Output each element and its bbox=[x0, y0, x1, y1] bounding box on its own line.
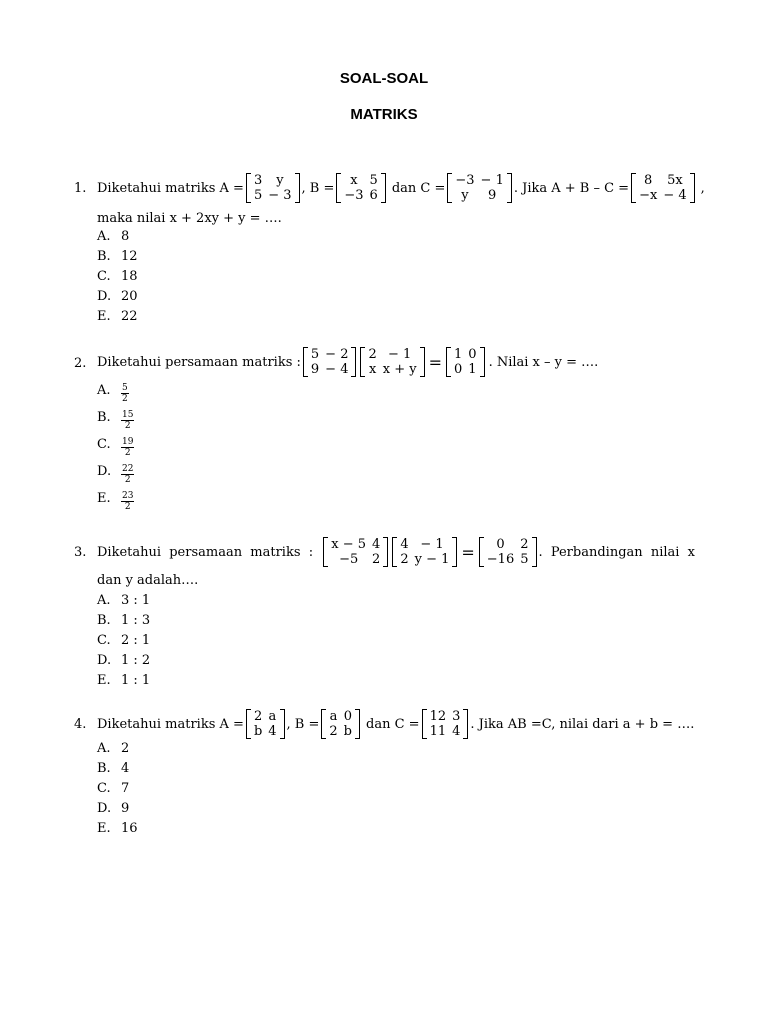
matrix-middle bbox=[392, 537, 457, 567]
option-letter: B. bbox=[97, 613, 111, 628]
question-text: Diketahui bbox=[97, 544, 162, 560]
matrix-left bbox=[303, 347, 357, 377]
option-text: 9 bbox=[121, 801, 130, 816]
page-title: SOAL-SOAL bbox=[339, 70, 429, 87]
option-letter: C. bbox=[97, 633, 111, 648]
bracket-right bbox=[690, 173, 695, 203]
question-text: . bbox=[538, 544, 543, 560]
numerator: 15 bbox=[122, 410, 134, 420]
answer-option bbox=[97, 383, 129, 404]
question-4-stem bbox=[97, 709, 694, 739]
question-number: 2. bbox=[74, 356, 87, 371]
fraction bbox=[121, 491, 134, 512]
answer-option bbox=[97, 633, 150, 648]
matrix-cell: 1 bbox=[454, 347, 463, 362]
option-letter: D. bbox=[97, 653, 112, 668]
matrix-cell: 2 bbox=[372, 552, 381, 567]
numerator: 5 bbox=[122, 383, 128, 393]
denominator: 2 bbox=[122, 394, 128, 404]
answer-option bbox=[97, 437, 134, 458]
question-text: . Jika AB =C, nilai dari a + b = …. bbox=[470, 716, 695, 732]
option-text: 2 bbox=[121, 741, 130, 756]
matrix-cell: b bbox=[343, 724, 352, 739]
matrix-cell: −3 bbox=[455, 173, 475, 188]
answer-option bbox=[97, 781, 129, 796]
equals-sign: = bbox=[428, 352, 442, 372]
question-text: persamaan bbox=[169, 544, 243, 560]
option-text: 3 : 1 bbox=[121, 593, 151, 608]
matrix-cell: − 1 bbox=[480, 173, 504, 188]
question-number: 3. bbox=[74, 545, 87, 560]
matrix-cell: 2 bbox=[253, 709, 263, 724]
option-text: 12 bbox=[121, 249, 138, 264]
matrix-cell: 1 bbox=[468, 362, 477, 377]
matrix-cell: 5 bbox=[369, 173, 378, 188]
option-letter: C. bbox=[97, 437, 111, 452]
option-letter: A. bbox=[97, 741, 111, 756]
matrix-cell: 2 bbox=[520, 537, 529, 552]
matrix-cell: 2 bbox=[329, 724, 338, 739]
numerator: 23 bbox=[122, 491, 134, 501]
option-letter: D. bbox=[97, 289, 112, 304]
matrix-cell: −5 bbox=[339, 552, 359, 567]
question-2-stem bbox=[97, 347, 598, 377]
answer-option bbox=[97, 613, 150, 628]
answer-option bbox=[97, 289, 138, 304]
option-text: 7 bbox=[121, 781, 130, 796]
question-text: maka nilai x + 2xy + y = …. bbox=[97, 211, 282, 226]
matrix-cell: 3 bbox=[253, 173, 263, 188]
matrix-cell: 0 bbox=[454, 362, 463, 377]
answer-option bbox=[97, 249, 138, 264]
option-letter: E. bbox=[97, 821, 111, 836]
question-1-stem bbox=[97, 173, 705, 203]
answer-option bbox=[97, 309, 138, 324]
denominator: 2 bbox=[124, 421, 131, 431]
matrix-cell: 6 bbox=[369, 188, 378, 203]
denominator: 2 bbox=[124, 502, 131, 512]
bracket-right bbox=[480, 347, 485, 377]
matrix-result bbox=[479, 537, 537, 567]
question-text: matriks bbox=[250, 544, 301, 560]
matrix-cell: 2 bbox=[400, 552, 409, 567]
option-letter: C. bbox=[97, 269, 111, 284]
bracket-right bbox=[532, 537, 537, 567]
option-text: 20 bbox=[121, 289, 138, 304]
option-text: 1 : 3 bbox=[121, 613, 151, 628]
matrix-cell: x − 5 bbox=[331, 537, 367, 552]
answer-option bbox=[97, 761, 129, 776]
option-text: 2 : 1 bbox=[121, 633, 151, 648]
matrix-cell: −16 bbox=[486, 552, 515, 567]
matrix-cell: b bbox=[253, 724, 263, 739]
question-text: Perbandingan bbox=[550, 544, 643, 560]
question-text: Diketahui matriks A = bbox=[97, 716, 244, 732]
matrix-cell: 4 bbox=[268, 724, 277, 739]
matrix-cell: − 1 bbox=[388, 347, 412, 362]
option-text: 8 bbox=[121, 229, 130, 244]
question-text: Diketahui matriks A = bbox=[97, 180, 244, 196]
matrix-a bbox=[246, 173, 300, 203]
option-letter: D. bbox=[97, 464, 112, 479]
matrix-cell: 11 bbox=[429, 724, 447, 739]
option-letter: D. bbox=[97, 801, 112, 816]
matrix-cell: − 2 bbox=[325, 347, 349, 362]
option-letter: C. bbox=[97, 781, 111, 796]
fraction bbox=[121, 410, 134, 431]
bracket-right bbox=[381, 173, 386, 203]
bracket-right bbox=[351, 347, 356, 377]
page-subtitle: MATRIKS bbox=[350, 106, 418, 123]
option-letter: E. bbox=[97, 491, 111, 506]
option-text: 4 bbox=[121, 761, 130, 776]
matrix-cell: − 4 bbox=[325, 362, 349, 377]
matrix-c bbox=[422, 709, 469, 739]
question-text: dan C = bbox=[391, 180, 446, 196]
option-letter: B. bbox=[97, 249, 111, 264]
answer-option bbox=[97, 653, 150, 668]
matrix-cell: 5 bbox=[520, 552, 529, 567]
bracket-right bbox=[383, 537, 388, 567]
denominator: 2 bbox=[124, 475, 131, 485]
question-number: 4. bbox=[74, 717, 87, 732]
matrix-a bbox=[246, 709, 285, 739]
question-text: , B = bbox=[301, 180, 335, 196]
bracket-right bbox=[452, 537, 457, 567]
matrix-cell: 0 bbox=[468, 347, 477, 362]
matrix-b bbox=[336, 173, 385, 203]
matrix-cell: x bbox=[368, 362, 377, 377]
answer-option bbox=[97, 229, 129, 244]
matrix-cell: 9 bbox=[310, 362, 320, 377]
matrix-cell: 5 bbox=[253, 188, 263, 203]
matrix-cell: − 1 bbox=[420, 537, 444, 552]
answer-option bbox=[97, 410, 134, 431]
bracket-right bbox=[280, 709, 285, 739]
question-text: : bbox=[308, 544, 314, 560]
matrix-cell: y bbox=[461, 188, 469, 203]
question-text: nilai bbox=[650, 544, 680, 560]
answer-option bbox=[97, 741, 129, 756]
fraction bbox=[121, 383, 129, 404]
option-letter: E. bbox=[97, 309, 111, 324]
matrix-cell: 8 bbox=[644, 173, 653, 188]
question-text: . Jika A + B – C = bbox=[513, 180, 630, 196]
answer-option bbox=[97, 673, 150, 688]
matrix-cell: 2 bbox=[368, 347, 377, 362]
option-letter: E. bbox=[97, 673, 111, 688]
bracket-right bbox=[355, 709, 360, 739]
option-text: 18 bbox=[121, 269, 138, 284]
matrix-identity bbox=[446, 347, 485, 377]
matrix-cell: −3 bbox=[344, 188, 364, 203]
option-text: 22 bbox=[121, 309, 138, 324]
option-letter: A. bbox=[97, 383, 111, 398]
matrix-cell: a bbox=[268, 709, 277, 724]
fraction bbox=[121, 437, 134, 458]
bracket-right bbox=[507, 173, 512, 203]
option-letter: B. bbox=[97, 761, 111, 776]
matrix-cell: 0 bbox=[496, 537, 505, 552]
denominator: 2 bbox=[124, 448, 131, 458]
option-text: 1 : 1 bbox=[121, 673, 151, 688]
matrix-cell: − 3 bbox=[268, 188, 292, 203]
question-text: . Nilai x – y = …. bbox=[488, 354, 599, 370]
option-letter: A. bbox=[97, 229, 111, 244]
matrix-cell: 5 bbox=[310, 347, 320, 362]
matrix-c bbox=[447, 173, 511, 203]
matrix-cell: 4 bbox=[400, 537, 409, 552]
bracket-right bbox=[463, 709, 468, 739]
matrix-cell: 9 bbox=[488, 188, 497, 203]
matrix-cell: −x bbox=[639, 188, 658, 203]
option-text: 1 : 2 bbox=[121, 653, 151, 668]
matrix-cell: x + y bbox=[382, 362, 417, 377]
matrix-left bbox=[323, 537, 388, 567]
question-3-stem bbox=[97, 537, 695, 567]
matrix-b bbox=[321, 709, 360, 739]
matrix-cell: a bbox=[329, 709, 338, 724]
option-text: 16 bbox=[121, 821, 138, 836]
matrix-cell: 4 bbox=[372, 537, 381, 552]
equals-sign: = bbox=[461, 542, 475, 562]
question-text: dan C = bbox=[366, 716, 420, 732]
answer-option bbox=[97, 269, 138, 284]
bracket-right bbox=[295, 173, 300, 203]
matrix-cell: 5x bbox=[667, 173, 683, 188]
matrix-cell: 12 bbox=[429, 709, 447, 724]
matrix-cell: x bbox=[350, 173, 358, 188]
matrix-cell: − 4 bbox=[663, 188, 687, 203]
matrix-cell: 0 bbox=[343, 709, 352, 724]
question-text: x bbox=[687, 544, 695, 560]
answer-option bbox=[97, 801, 129, 816]
option-letter: A. bbox=[97, 593, 111, 608]
answer-option bbox=[97, 821, 138, 836]
matrix-cell: y bbox=[276, 173, 284, 188]
matrix-cell: 4 bbox=[452, 724, 461, 739]
matrix-middle bbox=[360, 347, 424, 377]
answer-option bbox=[97, 491, 134, 512]
question-text: dan y adalah…. bbox=[97, 573, 199, 588]
bracket-right bbox=[420, 347, 425, 377]
answer-option bbox=[97, 464, 134, 485]
fraction bbox=[121, 464, 134, 485]
option-letter: B. bbox=[97, 410, 111, 425]
numerator: 19 bbox=[122, 437, 134, 447]
question-text: , bbox=[700, 180, 705, 196]
question-text: Diketahui persamaan matriks : bbox=[97, 354, 301, 370]
matrix-cell: 3 bbox=[452, 709, 461, 724]
answer-option bbox=[97, 593, 150, 608]
question-text: , B = bbox=[286, 716, 320, 732]
numerator: 22 bbox=[122, 464, 134, 474]
matrix-result bbox=[631, 173, 695, 203]
matrix-cell: y − 1 bbox=[414, 552, 450, 567]
question-number: 1. bbox=[74, 181, 87, 196]
